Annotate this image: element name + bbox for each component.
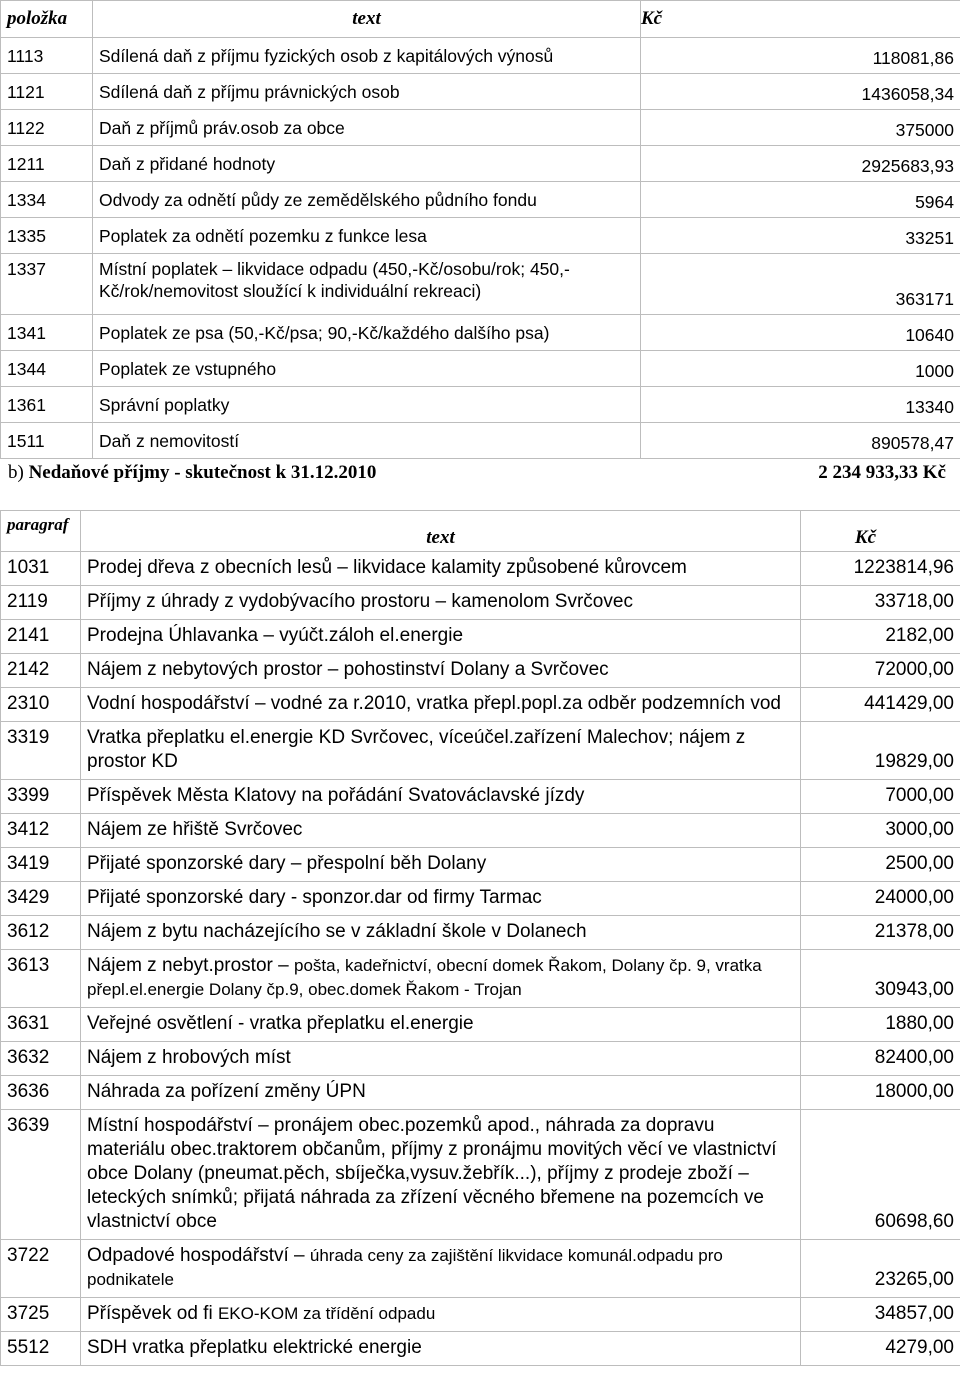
- row-code: 1511: [1, 423, 93, 459]
- row-amount: 375000: [641, 110, 960, 146]
- row-text-rest: pošta, kadeřnictví, obecní domek Řakom, Dolany čp. 9, vratka přepl.el.energie Dolany čp.9, obec.domek Řakom - Trojan: [87, 956, 762, 999]
- row-code: 1122: [1, 110, 93, 146]
- row-text: Vodní hospodářství – vodné za r.2010, vratka přepl.popl.za odběr podzemních vod: [81, 688, 801, 722]
- row-text: Prodejna Úhlavanka – vyúčt.záloh el.energie: [81, 620, 801, 654]
- table-row: [1, 351, 960, 387]
- column-header-code: paragraf: [1, 511, 81, 552]
- section-total: 2 234 933,33 Kč: [818, 462, 946, 483]
- row-amount: 60698,60: [801, 1110, 960, 1240]
- row-code: 2141: [1, 620, 81, 654]
- row-text: Poplatek za odnětí pozemku z funkce lesa: [93, 218, 641, 254]
- row-text: Veřejné osvětlení - vratka přeplatku el.energie: [81, 1008, 801, 1042]
- row-amount: 82400,00: [801, 1042, 960, 1076]
- row-text: Správní poplatky: [93, 387, 641, 423]
- row-text: Náhrada za pořízení změny ÚPN: [81, 1076, 801, 1110]
- row-text: [81, 950, 801, 1008]
- row-amount: 441429,00: [801, 688, 960, 722]
- table-row: [1, 1110, 960, 1240]
- row-amount: 1436058,34: [641, 74, 960, 110]
- row-code: 1211: [1, 146, 93, 182]
- row-text: Místní hospodářství – pronájem obec.pozemků apod., náhrada za dopravu materiálu obec.traktorem občanům, příjmy z pronájmu movitých věcí ve vlastnictví obce Dolany (pneumat.pěch, sbíječka,vysuv.žebřík...), příjmy z prodeje zboží – leteckých snímků; přijatá náhrada za zřízení věcného břemene na pozemcích ve vlastnictví obce: [81, 1110, 801, 1240]
- section-prefix: b): [8, 462, 24, 483]
- row-amount: 363171: [641, 254, 960, 315]
- row-text: Nájem z bytu nacházejícího se v základní škole v Dolanech: [81, 916, 801, 950]
- row-text: Daň z příjmů práv.osob za obce: [93, 110, 641, 146]
- column-header-code: položka: [1, 1, 93, 38]
- table-row: [1, 882, 960, 916]
- row-text: Poplatek ze vstupného: [93, 351, 641, 387]
- row-code: 1334: [1, 182, 93, 218]
- table-row: [1, 423, 960, 459]
- row-amount: 33718,00: [801, 586, 960, 620]
- row-amount: 3000,00: [801, 814, 960, 848]
- row-text: [81, 1298, 801, 1332]
- row-code: 3725: [1, 1298, 81, 1332]
- table-row: [1, 110, 960, 146]
- section-title: [8, 462, 376, 484]
- row-text: Nájem ze hřiště Svrčovec: [81, 814, 801, 848]
- column-header-text: text: [93, 1, 641, 38]
- row-text: Daň z přidané hodnoty: [93, 146, 641, 182]
- tax-revenue-table: [0, 0, 960, 459]
- table-row: [1, 654, 960, 688]
- row-code: 3636: [1, 1076, 81, 1110]
- row-amount: 72000,00: [801, 654, 960, 688]
- row-text: Vratka přeplatku el.energie KD Svrčovec, víceúčel.zařízení Malechov; nájem z prostor KD: [81, 722, 801, 780]
- row-amount: 34857,00: [801, 1298, 960, 1332]
- row-code: 3632: [1, 1042, 81, 1076]
- row-text: SDH vratka přeplatku elektrické energie: [81, 1332, 801, 1366]
- table-row: [1, 620, 960, 654]
- row-amount: 33251: [641, 218, 960, 254]
- table-row: [1, 182, 960, 218]
- section-title-text: Nedaňové příjmy - skutečnost k 31.12.2010: [28, 462, 377, 483]
- row-text: Sdílená daň z příjmu fyzických osob z kapitálových výnosů: [93, 38, 641, 74]
- row-code: 2119: [1, 586, 81, 620]
- table-row: [1, 780, 960, 814]
- column-header-amount: Kč: [801, 511, 960, 552]
- row-code: 3613: [1, 950, 81, 1008]
- table-row: [1, 950, 960, 1008]
- table-row: [1, 74, 960, 110]
- row-amount: 7000,00: [801, 780, 960, 814]
- row-amount: 24000,00: [801, 882, 960, 916]
- row-amount: 2182,00: [801, 620, 960, 654]
- table-row: [1, 218, 960, 254]
- table-row: [1, 1076, 960, 1110]
- row-text: Přijaté sponzorské dary – přespolní běh Dolany: [81, 848, 801, 882]
- row-amount: 23265,00: [801, 1240, 960, 1298]
- row-text-rest: EKO-KOM za třídění odpadu: [217, 1304, 436, 1323]
- row-code: 1361: [1, 387, 93, 423]
- row-text: Daň z nemovitostí: [93, 423, 641, 459]
- row-amount: 2500,00: [801, 848, 960, 882]
- table-row: [1, 586, 960, 620]
- row-code: 1335: [1, 218, 93, 254]
- row-amount: 890578,47: [641, 423, 960, 459]
- row-text: Nájem z nebytových prostor – pohostinství Dolany a Svrčovec: [81, 654, 801, 688]
- row-code: 3722: [1, 1240, 81, 1298]
- row-code: 3419: [1, 848, 81, 882]
- table-row: [1, 722, 960, 780]
- row-text-lead: Odpadové hospodářství –: [87, 1245, 310, 1266]
- row-code: 3412: [1, 814, 81, 848]
- table-row: [1, 848, 960, 882]
- table-row: [1, 916, 960, 950]
- table-row: [1, 1332, 960, 1366]
- row-amount: 1223814,96: [801, 552, 960, 586]
- non-tax-revenue-table: [0, 510, 960, 1366]
- row-code: 1341: [1, 315, 93, 351]
- row-amount: 13340: [641, 387, 960, 423]
- row-code: 3399: [1, 780, 81, 814]
- row-code: 3612: [1, 916, 81, 950]
- row-code: 1337: [1, 254, 93, 315]
- row-code: 2310: [1, 688, 81, 722]
- row-amount: 2925683,93: [641, 146, 960, 182]
- table-row: [1, 814, 960, 848]
- row-text: Poplatek ze psa (50,-Kč/psa; 90,-Kč/každého dalšího psa): [93, 315, 641, 351]
- row-text-rest: úhrada ceny za zajištění likvidace komunál.odpadu pro podnikatele: [87, 1246, 723, 1289]
- table-row: [1, 387, 960, 423]
- row-text: Sdílená daň z příjmu právnických osob: [93, 74, 641, 110]
- column-header-amount: Kč: [641, 1, 960, 38]
- table-row: [1, 146, 960, 182]
- row-text: Příspěvek Města Klatovy na pořádání Svatováclavské jízdy: [81, 780, 801, 814]
- row-code: 3429: [1, 882, 81, 916]
- table-row: [1, 1240, 960, 1298]
- row-amount: 30943,00: [801, 950, 960, 1008]
- row-amount: 1880,00: [801, 1008, 960, 1042]
- table-row: [1, 1042, 960, 1076]
- row-code: 3639: [1, 1110, 81, 1240]
- row-amount: 21378,00: [801, 916, 960, 950]
- row-text: [81, 1240, 801, 1298]
- table-row: [1, 254, 960, 315]
- section-heading: [8, 462, 948, 490]
- row-amount: 10640: [641, 315, 960, 351]
- row-text-lead: Příspěvek od fi: [87, 1303, 218, 1324]
- row-amount: 18000,00: [801, 1076, 960, 1110]
- row-text: Místní poplatek – likvidace odpadu (450,-Kč/osobu/rok; 450,-Kč/rok/nemovitost sloužící k individuální rekreaci): [93, 254, 641, 315]
- row-code: 1344: [1, 351, 93, 387]
- row-text-lead: Nájem z nebyt.prostor –: [87, 955, 294, 976]
- row-amount: 118081,86: [641, 38, 960, 74]
- row-code: 2142: [1, 654, 81, 688]
- row-code: 3631: [1, 1008, 81, 1042]
- row-code: 1113: [1, 38, 93, 74]
- table-row: [1, 552, 960, 586]
- row-code: 1121: [1, 74, 93, 110]
- row-text: Nájem z hrobových míst: [81, 1042, 801, 1076]
- row-amount: 4279,00: [801, 1332, 960, 1366]
- column-header-text: text: [81, 511, 801, 552]
- row-text: Prodej dřeva z obecních lesů – likvidace kalamity způsobené kůrovcem: [81, 552, 801, 586]
- row-code: 3319: [1, 722, 81, 780]
- table-row: [1, 1008, 960, 1042]
- table-row: [1, 315, 960, 351]
- row-amount: 19829,00: [801, 722, 960, 780]
- table-header-row: [1, 511, 960, 552]
- row-text: Přijaté sponzorské dary - sponzor.dar od firmy Tarmac: [81, 882, 801, 916]
- table-row: [1, 1298, 960, 1332]
- table-header-row: [1, 1, 960, 38]
- row-amount: 5964: [641, 182, 960, 218]
- table-row: [1, 688, 960, 722]
- row-code: 5512: [1, 1332, 81, 1366]
- table-row: [1, 38, 960, 74]
- row-text: Příjmy z úhrady z vydobývacího prostoru – kamenolom Svrčovec: [81, 586, 801, 620]
- row-code: 1031: [1, 552, 81, 586]
- row-text: Odvody za odnětí půdy ze zemědělského půdního fondu: [93, 182, 641, 218]
- row-amount: 1000: [641, 351, 960, 387]
